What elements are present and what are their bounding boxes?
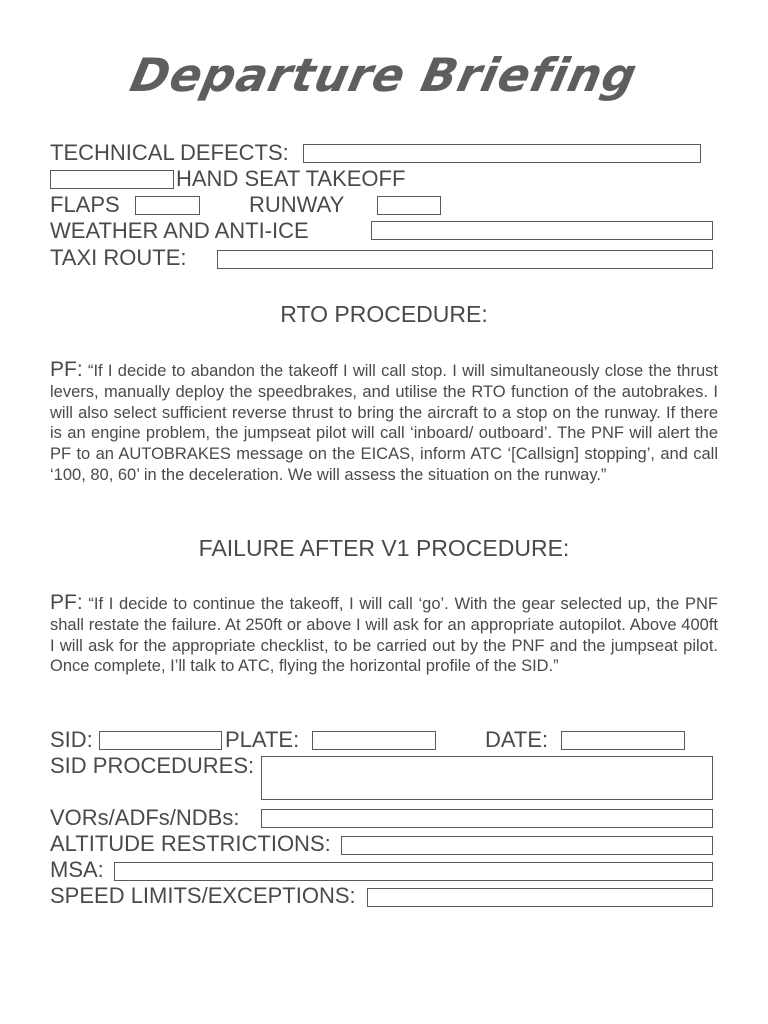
sid-procedures-field[interactable] [261,756,713,800]
speed-limits-field[interactable] [367,888,713,907]
date-label: DATE: [485,727,549,752]
page-title: Departure Briefing [125,48,643,102]
plate-label: PLATE: [225,727,300,752]
v1-pf-label: PF: [50,591,83,614]
msa-field[interactable] [114,862,713,881]
sid-procedures-label: SID PROCEDURES: [50,753,255,778]
technical-defects-field[interactable] [303,144,701,163]
altitude-restrictions-label: ALTITUDE RESTRICTIONS: [50,831,331,856]
sid-field[interactable] [99,731,222,750]
rto-pf-label: PF: [50,358,83,381]
v1-text: “If I decide to continue the takeoff, I will call ‘go’. With the gear selected up, the PNF shall restate the failure. At 250ft or above I will ask for an appropriate autopilot. Above 400ft I will ask for the appropriate checklist, to be carried out by the PNF and the jumpseat pilot. Once complete, I’ll talk to ATC, flying the horizontal profile of the SID.” [50,595,718,676]
hand-seat-field[interactable] [50,170,174,189]
weather-field[interactable] [371,221,713,240]
plate-field[interactable] [312,731,436,750]
navaids-field[interactable] [261,809,713,828]
technical-defects-label: TECHNICAL DEFECTS: [50,140,289,165]
runway-label: RUNWAY [249,192,345,217]
rto-heading: RTO PROCEDURE: [280,301,488,327]
navaids-label: VORs/ADFs/NDBs: [50,805,240,830]
v1-heading: FAILURE AFTER V1 PROCEDURE: [198,535,570,561]
rto-text: “If I decide to abandon the takeoff I will call stop. I will simultaneously close the thrust levers, manually deploy the speedbrakes, and utilise the RTO function of the autobrakes. I will also select sufficient reverse thrust to bring the aircraft to a stop on the runway. If there is an engine problem, the jumpseat pilot will call ‘inboard/ outboard’. The PNF will alert the PF to an AUTOBRAKES message on the EICAS, inform ATC ‘[Callsign] stopping’, and call ‘100, 80, 60’ in the deceleration. We will assess the situation on the runway.” [50,362,718,484]
rto-paragraph [50,360,718,486]
speed-limits-label: SPEED LIMITS/EXCEPTIONS: [50,883,356,908]
flaps-field[interactable] [135,196,200,215]
taxi-route-field[interactable] [217,250,713,269]
date-field[interactable] [561,731,685,750]
weather-label: WEATHER AND ANTI-ICE [50,218,309,243]
flaps-label: FLAPS [50,192,120,217]
sid-label: SID: [50,727,93,752]
hand-seat-takeoff-label: HAND SEAT TAKEOFF [176,166,406,191]
taxi-route-label: TAXI ROUTE: [50,245,187,270]
runway-field[interactable] [377,196,441,215]
v1-paragraph [50,593,718,677]
msa-label: MSA: [50,857,104,882]
altitude-restrictions-field[interactable] [341,836,713,855]
